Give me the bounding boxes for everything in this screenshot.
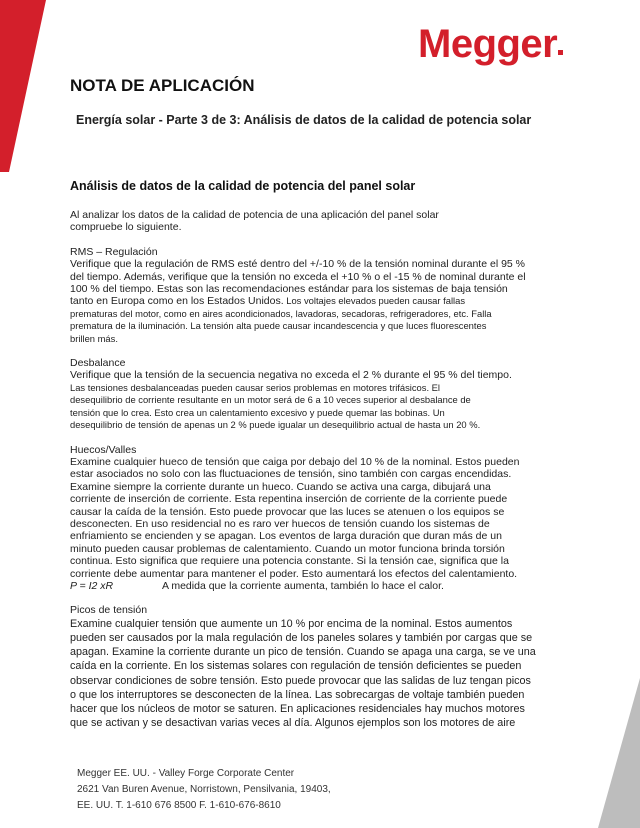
document-subtitle: Energía solar - Parte 3 de 3: Análisis de datos de la calidad de potencia solar — [76, 113, 532, 127]
huecos-line: Examine cualquier hueco de tensión que caiga por debajo del 10 % de la nominal. Estos pueden — [70, 455, 520, 468]
huecos-equation-line — [70, 580, 576, 592]
huecos-line: estar asociados no solo con las fluctuaciones de tensión, sino también con cargas encendidas. — [70, 468, 512, 481]
picos-line: observar condiciones de sobre tensión. Esto puede provocar que las salidas de luz tengan picos — [70, 674, 531, 687]
huecos-heading: Huecos/Valles — [70, 443, 137, 456]
power-equation: P = I2 xR — [70, 579, 114, 592]
decorative-gray-triangle — [598, 678, 640, 828]
huecos-line: enfriamiento se encienden y se apagan. Los eventos de larga duración que duran más de un — [70, 530, 502, 543]
registered-mark-icon — [558, 50, 563, 55]
huecos-line: causar la caída de la tensión. Esto puede provocar que las luces se atenuen o los equipos se — [70, 505, 505, 518]
picos-line: apagan. Examine la corriente durante un pico de tensión. Cuando se apaga una carga, se ve una — [70, 646, 536, 659]
picos-line: caída en la corriente. En los sistemas solares con regulación de tensión deficientes se pueden — [70, 660, 522, 673]
huecos-line: Examine siempre la corriente durante un hueco. Cuando se activa una carga, dibujará una — [70, 480, 491, 493]
footer-line: Megger EE. UU. - Valley Forge Corporate Center — [77, 768, 295, 779]
body-content — [70, 209, 576, 730]
desbalance-heading: Desbalance — [70, 357, 126, 370]
picos-heading: Picos de tensión — [70, 604, 148, 617]
huecos-line: desconecten. En uso residencial no es raro ver huecos de tensión cuando los sistemas de — [70, 517, 490, 530]
rms-line-small: brillen más. — [70, 332, 118, 344]
equation-note: A medida que la corriente aumenta, también lo hace el calor. — [162, 579, 444, 592]
section-title: Análisis de datos de la calidad de potencia del panel solar — [70, 179, 416, 193]
picos-line: pueden ser causados por la mala regulación de los paneles solares y también por cargas que se — [70, 631, 533, 644]
rms-line: tanto en Europa como en los Estados Unidos. Los voltajes elevados pueden causar fallas — [70, 295, 466, 308]
rms-line: 100 % del tiempo. Estas son las recomendaciones estándar para los sistemas de baja tensión — [70, 283, 508, 296]
desbalance-line: Verifique que la tensión de la secuencia negativa no exceda el 2 % durante el 95 % del tiempo. — [70, 369, 512, 382]
footer-address — [77, 766, 331, 814]
picos-line: hacer que los núcleos de motor se saturen. En aplicaciones residenciales hay muchos motores — [70, 703, 525, 715]
desbalance-line: tensión que lo crea. Esto crea un calentamiento excesivo y puede quemar las bobinas. Un — [70, 406, 445, 418]
huecos-line: corriente de inserción de corriente. Esta repentina inserción de corriente de la corriente puede — [70, 493, 508, 506]
rms-line-small: prematuras del motor, como en aires acondicionados, lavadoras, secadoras, refrigeradores, etc. Falla — [70, 307, 492, 319]
picos-line: Examine cualquier tensión que aumente un 10 % por encima de la nominal. Estos aumentos — [70, 617, 513, 630]
footer-line: 2621 Van Buren Avenue, Norristown, Pensilvania, 19403, — [77, 784, 331, 795]
rms-heading: RMS – Regulación — [70, 245, 158, 258]
rms-line: del tiempo. Además, verifique que la tensión no exceda el +10 % o el -15 % de nominal durante el — [70, 270, 526, 283]
footer-line: EE. UU. T. 1-610 676 8500 F. 1-610-676-8610 — [77, 800, 281, 811]
document-type-title: NOTA DE APLICACIÓN — [70, 76, 255, 95]
desbalance-line: desequilibrio de corriente resultante en un motor será de 6 a 10 veces superior al desbalance de — [70, 394, 471, 406]
desbalance-line: desequilibrio de tensión de apenas un 2 % puede igualar un desequilibrio actual de hasta un 20 %. — [70, 419, 481, 431]
rms-line-small: prematura de la iluminación. La tensión alta puede causar incandescencia y que luces fluorescentes — [70, 320, 487, 332]
intro-line: Al analizar los datos de la calidad de potencia de una aplicación del panel solar — [70, 209, 439, 221]
huecos-line: continua. Esto significa que requiere una potencia constante. Si la tensión cae, significa que la — [70, 555, 509, 568]
huecos-line: minuto pueden causar problemas de calentamiento. Cuando un motor funciona brinda torsión — [70, 542, 505, 555]
huecos-line: corriente debe aumentar para mantener el poder. Esto aumentará los efectos del calentamiento. — [70, 567, 518, 580]
picos-line: que se activan y se desactivan varias veces al día. Algunos ejemplos son los motores de aire — [70, 717, 516, 730]
decorative-red-triangle — [0, 0, 46, 172]
intro-line: compruebe lo siguiente. — [70, 221, 182, 234]
rms-line: Verifique que la regulación de RMS esté dentro del +/-10 % de la tensión nominal durante el 95 % — [70, 258, 525, 271]
megger-logo: Megger — [418, 24, 563, 64]
desbalance-line: Las tensiones desbalanceadas pueden causar serios problemas en motores trifásicos. El — [70, 381, 441, 393]
picos-line: o que los interruptores se desconecten de la línea. Las sobrecargas de voltaje también pueden — [70, 688, 525, 701]
